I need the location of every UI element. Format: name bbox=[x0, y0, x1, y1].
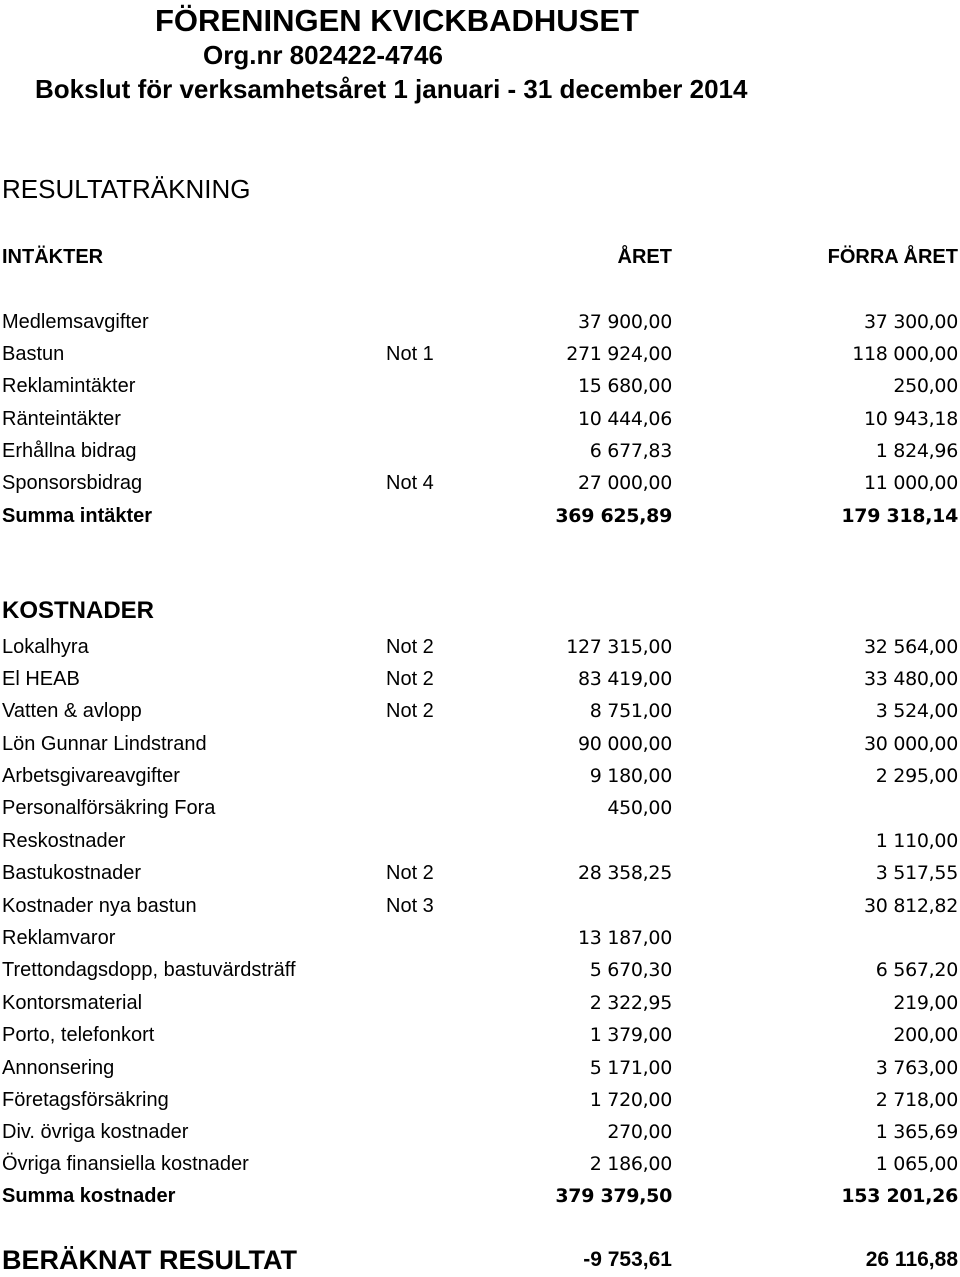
row-label: Företagsförsäkring bbox=[2, 1089, 169, 1111]
cost-row bbox=[0, 761, 960, 791]
row-current: 450,00 bbox=[607, 797, 672, 819]
cost-total-label: Summa kostnader bbox=[2, 1185, 176, 1207]
row-label: Kostnader nya bastun bbox=[2, 895, 197, 917]
row-previous: 3 763,00 bbox=[875, 1057, 958, 1079]
cost-row bbox=[0, 696, 960, 726]
row-current: 6 677,83 bbox=[589, 440, 672, 462]
row-current: 10 444,06 bbox=[578, 408, 672, 430]
row-current: 37 900,00 bbox=[578, 311, 672, 333]
row-current: 90 000,00 bbox=[578, 733, 672, 755]
row-previous: 37 300,00 bbox=[864, 311, 958, 333]
row-current: 9 180,00 bbox=[589, 765, 672, 787]
column-current-year: ÅRET bbox=[617, 246, 672, 268]
row-label: Lokalhyra bbox=[2, 636, 89, 658]
row-current: 13 187,00 bbox=[578, 927, 672, 949]
income-heading: INTÄKTER bbox=[2, 246, 104, 268]
row-note: Not 2 bbox=[386, 668, 434, 690]
row-previous: 30 812,82 bbox=[864, 895, 958, 917]
row-current: 8 751,00 bbox=[589, 700, 672, 722]
row-current: 5 171,00 bbox=[589, 1057, 672, 1079]
row-note: Not 1 bbox=[386, 343, 434, 365]
income-total-row bbox=[0, 501, 960, 531]
income-row bbox=[0, 468, 960, 498]
cost-row bbox=[0, 923, 960, 953]
income-row bbox=[0, 404, 960, 434]
row-note: Not 2 bbox=[386, 636, 434, 658]
cost-row bbox=[0, 891, 960, 921]
row-previous: 11 000,00 bbox=[864, 472, 958, 494]
organization-number: Org.nr 802422-4746 bbox=[203, 40, 443, 70]
income-row bbox=[0, 371, 960, 401]
row-current: 270,00 bbox=[607, 1121, 672, 1143]
row-label: Övriga finansiella kostnader bbox=[2, 1153, 249, 1175]
cost-row bbox=[0, 1085, 960, 1115]
row-previous: 2 295,00 bbox=[875, 765, 958, 787]
row-previous: 250,00 bbox=[893, 375, 958, 397]
row-previous: 200,00 bbox=[893, 1024, 958, 1046]
cost-row bbox=[0, 858, 960, 888]
income-row bbox=[0, 339, 960, 369]
row-note: Not 4 bbox=[386, 472, 434, 494]
row-previous: 1 065,00 bbox=[875, 1153, 958, 1175]
row-previous: 1 365,69 bbox=[875, 1121, 958, 1143]
income-total-previous: 179 318,14 bbox=[841, 505, 958, 527]
row-label: Bastun bbox=[2, 343, 65, 365]
cost-total-current: 379 379,50 bbox=[555, 1185, 672, 1207]
row-current: 1 720,00 bbox=[589, 1089, 672, 1111]
row-previous: 3 524,00 bbox=[875, 700, 958, 722]
row-current: 5 670,30 bbox=[589, 959, 672, 981]
row-current: 27 000,00 bbox=[578, 472, 672, 494]
cost-row bbox=[0, 1053, 960, 1083]
column-previous-year: FÖRRA ÅRET bbox=[827, 246, 958, 268]
row-previous: 1 824,96 bbox=[875, 440, 958, 462]
row-previous: 6 567,20 bbox=[875, 959, 958, 981]
row-current: 271 924,00 bbox=[566, 343, 672, 365]
row-label: Ränteintäkter bbox=[2, 408, 121, 430]
row-current: 2 186,00 bbox=[589, 1153, 672, 1175]
cost-row bbox=[0, 729, 960, 759]
cost-row bbox=[0, 1149, 960, 1179]
organization-name: FÖRENINGEN KVICKBADHUSET bbox=[155, 3, 639, 38]
costs-heading: KOSTNADER bbox=[2, 597, 155, 624]
row-label: Erhållna bidrag bbox=[2, 440, 137, 462]
cost-row bbox=[0, 1020, 960, 1050]
cost-row bbox=[0, 826, 960, 856]
row-previous: 10 943,18 bbox=[864, 408, 958, 430]
result-label: BERÄKNAT RESULTAT bbox=[2, 1245, 297, 1275]
row-current: 28 358,25 bbox=[578, 862, 672, 884]
cost-row bbox=[0, 664, 960, 694]
row-current: 1 379,00 bbox=[589, 1024, 672, 1046]
row-previous: 33 480,00 bbox=[864, 668, 958, 690]
cost-total-row bbox=[0, 1181, 960, 1211]
cost-row bbox=[0, 1117, 960, 1147]
row-label: Personalförsäkring Fora bbox=[2, 797, 216, 819]
row-current: 127 315,00 bbox=[566, 636, 672, 658]
cost-total-previous: 153 201,26 bbox=[841, 1185, 958, 1207]
row-note: Not 3 bbox=[386, 895, 434, 917]
cost-row bbox=[0, 793, 960, 823]
row-previous: 219,00 bbox=[893, 992, 958, 1014]
statement-title: RESULTATRÄKNING bbox=[2, 174, 251, 204]
income-total-current: 369 625,89 bbox=[555, 505, 672, 527]
row-previous: 30 000,00 bbox=[864, 733, 958, 755]
row-current: 83 419,00 bbox=[578, 668, 672, 690]
row-previous: 2 718,00 bbox=[875, 1089, 958, 1111]
income-total-label: Summa intäkter bbox=[2, 505, 153, 527]
row-label: Kontorsmaterial bbox=[2, 992, 143, 1014]
row-label: Reklamintäkter bbox=[2, 375, 136, 397]
report-title: Bokslut för verksamhetsåret 1 januari - 31 december 2014 bbox=[35, 74, 748, 104]
row-previous: 1 110,00 bbox=[875, 830, 958, 852]
row-label: Medlemsavgifter bbox=[2, 311, 149, 333]
row-label: Vatten & avlopp bbox=[2, 700, 142, 722]
row-label: Reskostnader bbox=[2, 830, 126, 852]
row-label: Arbetsgivareavgifter bbox=[2, 765, 180, 787]
row-label: Lön Gunnar Lindstrand bbox=[2, 733, 207, 755]
row-label: Trettondagsdopp, bastuvärdsträff bbox=[2, 959, 296, 981]
row-previous: 3 517,55 bbox=[875, 862, 958, 884]
row-note: Not 2 bbox=[386, 862, 434, 884]
row-current: 2 322,95 bbox=[589, 992, 672, 1014]
row-current: 15 680,00 bbox=[578, 375, 672, 397]
row-label: El HEAB bbox=[2, 668, 80, 690]
income-header-row bbox=[0, 242, 960, 272]
row-label: Reklamvaror bbox=[2, 927, 116, 949]
cost-row bbox=[0, 632, 960, 662]
income-row bbox=[0, 436, 960, 466]
row-label: Div. övriga kostnader bbox=[2, 1121, 189, 1143]
income-row bbox=[0, 307, 960, 337]
cost-row bbox=[0, 988, 960, 1018]
row-previous: 32 564,00 bbox=[864, 636, 958, 658]
row-label: Porto, telefonkort bbox=[2, 1024, 155, 1046]
result-previous: 26 116,88 bbox=[865, 1248, 958, 1271]
result-row bbox=[0, 1245, 960, 1275]
result-current: -9 753,61 bbox=[583, 1248, 672, 1271]
row-label: Sponsorsbidrag bbox=[2, 472, 143, 494]
row-note: Not 2 bbox=[386, 700, 434, 722]
row-label: Bastukostnader bbox=[2, 862, 141, 884]
cost-row bbox=[0, 955, 960, 985]
row-previous: 118 000,00 bbox=[852, 343, 958, 365]
row-label: Annonsering bbox=[2, 1057, 115, 1079]
